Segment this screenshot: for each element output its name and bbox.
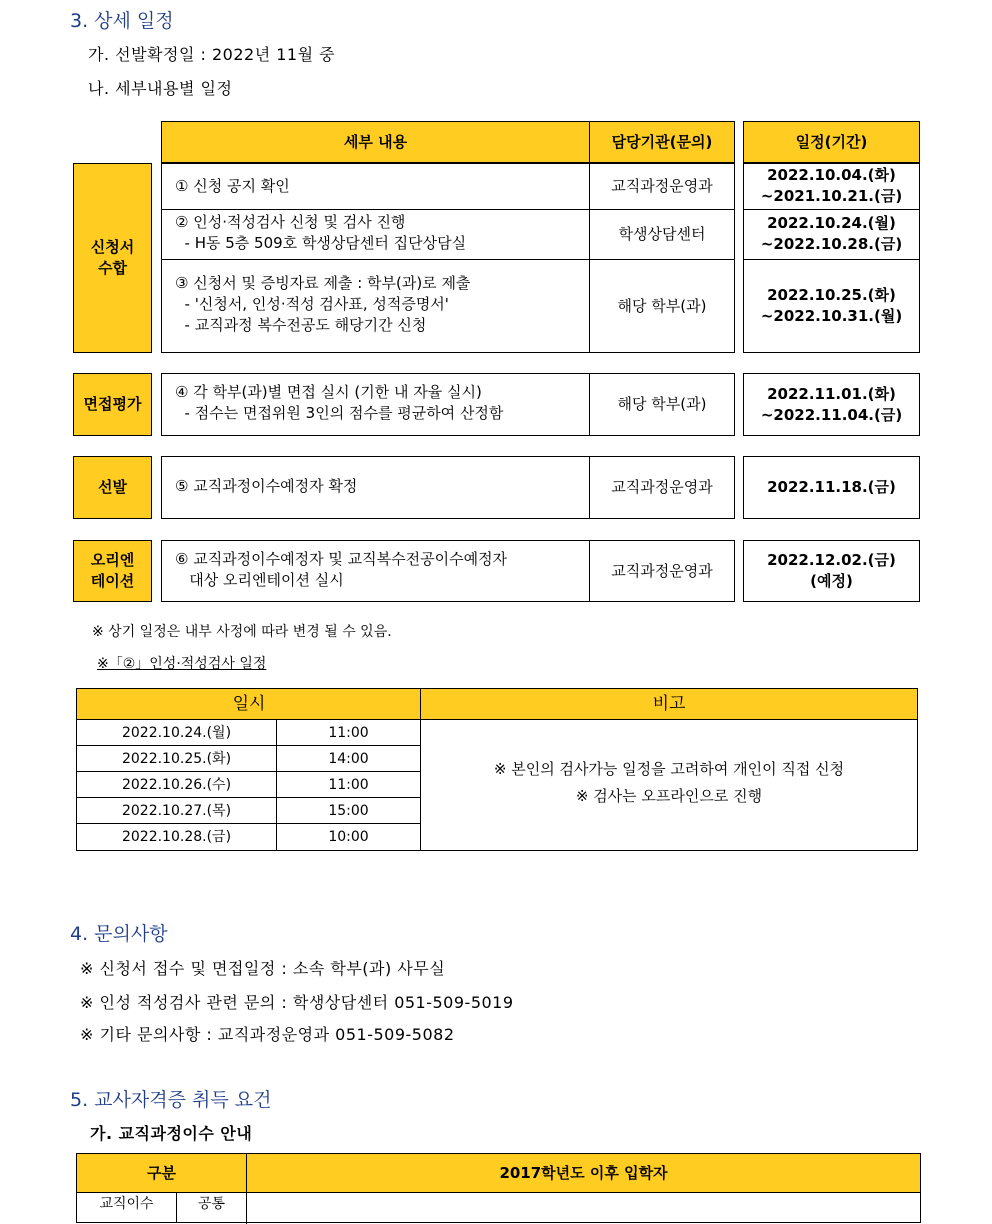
group-label-orientation: 오리엔 테이션 — [90, 551, 135, 590]
row6-dept: 교직과정운영과 — [611, 561, 713, 580]
row3-dept: 해당 학부(과) — [617, 296, 707, 315]
section5-title: 5. 교사자격증 취득 요건 — [70, 1089, 272, 1111]
row4-date: 2022.11.01.(화) ~2022.11.04.(금) — [760, 384, 903, 424]
header-period: 일정(기간) — [795, 132, 868, 151]
test-time: 10:00 — [328, 829, 369, 845]
row2-date: 2022.10.24.(월) ~2022.10.28.(금) — [760, 214, 903, 253]
inquiry-item: ※ 신청서 접수 및 면접일정 : 소속 학부(과) 사무실 — [80, 959, 446, 978]
section5-subtitle: 가. 교직과정이수 안내 — [90, 1124, 253, 1143]
table-header-admission: 2017학년도 이후 입학자 — [499, 1163, 668, 1182]
test-time: 14:00 — [328, 750, 369, 767]
inquiry-item: ※ 인성 적성검사 관련 문의 : 학생상담센터 051-509-5019 — [80, 993, 514, 1012]
row6-content: ⑥ 교직과정이수예정자 및 교직복수전공이수예정자 대상 오리엔테이션 실시 — [175, 550, 508, 589]
schedule-subtitle: 나. 세부내용별 일정 — [88, 79, 233, 98]
row6-date: 2022.12.02.(금) (예정) — [767, 551, 896, 590]
row5-content: ⑤ 교직과정이수예정자 확정 — [175, 477, 358, 495]
header-content: 세부 내용 — [343, 132, 408, 151]
row1-content: ① 신청 공지 확인 — [175, 177, 290, 195]
row-label-common: 공통 — [197, 1196, 226, 1212]
test-date: 2022.10.26.(수) — [121, 776, 232, 793]
header-dept: 담당기관(문의) — [611, 132, 713, 151]
test-remark-1: ※ 본인의 검사가능 일정을 고려하여 개인이 직접 신청 — [493, 760, 845, 778]
test-date: 2022.10.27.(목) — [121, 802, 232, 819]
test-time: 11:00 — [328, 776, 369, 793]
group-label-application: 신청서 수합 — [90, 238, 135, 277]
row3-content: ③ 신청서 및 증빙자료 제출 : 학부(과)로 제출 - '신청서, 인성·적성 검사표, 성적증명서' - 교직과정 복수전공도 해당기간 신청 — [175, 274, 471, 334]
test-date: 2022.10.28.(금) — [121, 829, 232, 845]
table-header-category: 구분 — [147, 1163, 176, 1182]
group-label-selection: 선발 — [98, 478, 127, 496]
row3-date: 2022.10.25.(화) ~2022.10.31.(월) — [760, 286, 903, 325]
row5-dept: 교직과정운영과 — [611, 478, 713, 496]
schedule-note: ※ 상기 일정은 내부 사정에 따라 변경 될 수 있음. — [92, 624, 392, 640]
test-schedule-title: ※「②」인성·적성검사 일정 — [97, 656, 267, 672]
section4-title: 4. 문의사항 — [70, 923, 168, 945]
row5-date: 2022.11.18.(금) — [767, 478, 896, 496]
test-date: 2022.10.25.(화) — [121, 750, 232, 767]
selection-date-line: 가. 선발확정일 : 2022년 11월 중 — [88, 45, 336, 64]
row2-dept: 학생상담센터 — [618, 224, 706, 243]
row4-content: ④ 각 학부(과)별 면접 실시 (기한 내 자율 실시) - 점수는 면접위원 3인의 점수를 평균하여 산정함 — [175, 383, 504, 422]
row4-dept: 해당 학부(과) — [617, 395, 707, 413]
test-remark-2: ※ 검사는 오프라인으로 진행 — [575, 787, 763, 805]
row1-date: 2022.10.04.(화) ~2021.10.21.(금) — [760, 166, 903, 205]
test-date: 2022.10.24.(월) — [121, 724, 232, 741]
test-header-remark: 비고 — [652, 693, 686, 714]
test-time: 15:00 — [328, 802, 369, 819]
test-header-datetime: 일시 — [232, 693, 266, 714]
row-label-teaching: 교직이수 — [99, 1196, 154, 1212]
row2-content: ② 인성·적성검사 신청 및 검사 진행 - H동 5층 509호 학생상담센터 집단상담실 — [175, 213, 467, 252]
section3-title: 3. 상세 일정 — [70, 10, 174, 32]
inquiry-item: ※ 기타 문의사항 : 교직과정운영과 051-509-5082 — [80, 1025, 455, 1044]
group-label-interview: 면접평가 — [83, 395, 142, 413]
test-time: 11:00 — [328, 724, 369, 741]
row1-dept: 교직과정운영과 — [611, 176, 713, 195]
